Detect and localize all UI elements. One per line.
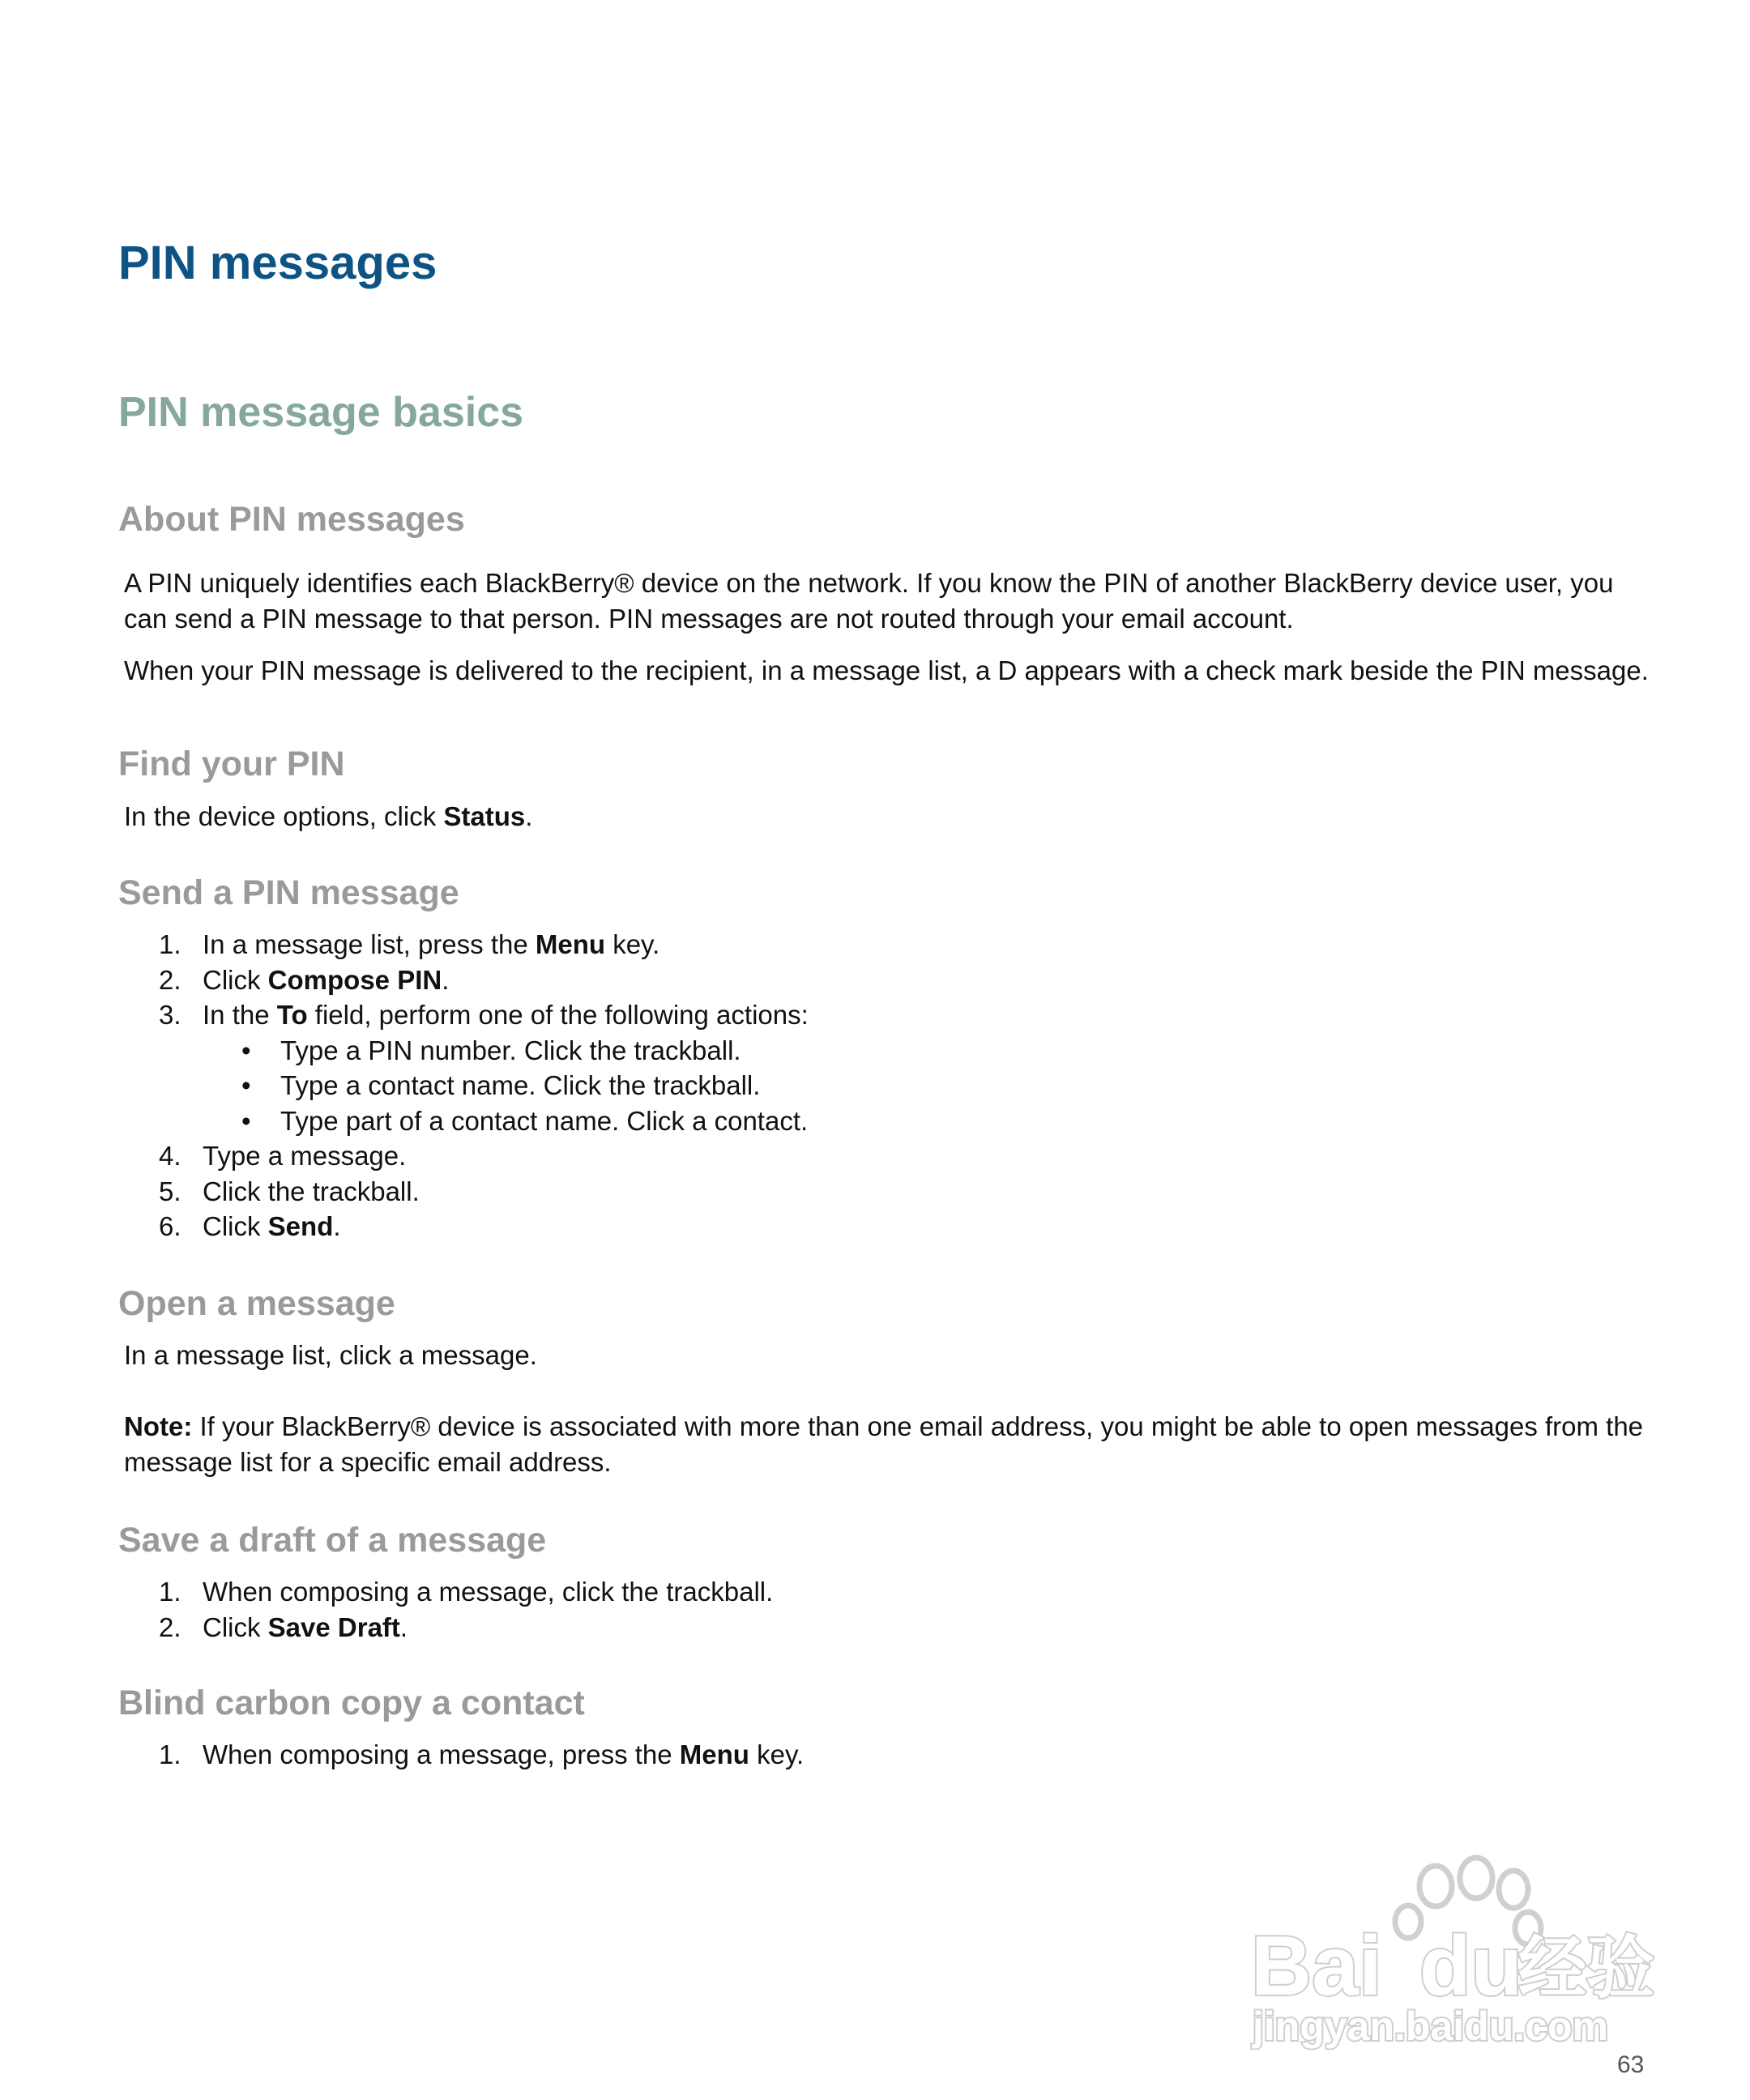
bullet-item [235,1103,809,1139]
topic-title-save-draft: Save a draft of a message [118,1521,547,1560]
about-pin-paragraph-2: When your PIN message is delivered to the recipient, in a message list, a D appears with a check mark beside the PIN message. [124,655,1649,685]
about-pin-paragraph-1: A PIN uniquely identifies each BlackBerry® device on the network. If you know the PIN of another BlackBerry device user, you can send a PIN message to that person. PIN messages are not routed through your email account. [124,568,1614,634]
step-number: 2. [159,964,181,995]
step-text: Click [203,1211,268,1241]
step-text: Type a message. [203,1141,407,1171]
find-pin-text: In the device options, click [124,801,444,831]
step-text: When composing a message, press the [203,1739,680,1769]
to-field-label: To [276,1000,308,1030]
bullet-text: Type a PIN number. Click the trackball. [280,1035,741,1065]
topic-title-bcc: Blind carbon copy a contact [118,1684,585,1722]
step-number: 5. [159,1176,181,1206]
step-item [159,1138,809,1174]
step-text: Click [203,1611,268,1642]
step-text: In a message list, press the [203,929,536,959]
note-label: Note: [124,1411,193,1441]
step-text-end: . [399,1611,408,1642]
watermark-brand-latin: Bai [1251,1919,1382,2013]
bullet-text: Type a contact name. Click the trackball. [280,1070,761,1100]
step-text: In the [203,1000,277,1030]
save-draft-label: Save Draft [267,1611,400,1642]
step-number: 4. [159,1141,181,1171]
step-text-end: . [442,964,450,995]
topic-title-about-pin: About PIN messages [118,500,465,539]
menu-key-label: Menu [535,929,606,959]
send-label: Send [267,1211,334,1241]
step-item [159,927,809,962]
step-item [159,1610,773,1645]
step-text-end: key. [605,929,660,959]
step-text-end: key. [749,1739,805,1769]
page-number: 63 [1617,2051,1645,2078]
step-item [159,1574,773,1610]
bcc-steps [159,1737,804,1773]
note-text: If your BlackBerry® device is associated with more than one email address, you might be able to open messages from the message list for a specific email address. [124,1411,1644,1477]
topic-title-open-message: Open a message [118,1284,395,1323]
topic-title-send-pin: Send a PIN message [118,873,459,912]
step-number: 1. [159,1739,181,1769]
save-draft-steps [159,1574,773,1645]
compose-pin-label: Compose PIN [267,964,442,995]
find-pin-paragraph [124,799,1655,834]
bullet-icon: • [241,1105,251,1136]
watermark-url: jingyan.baidu.com [1253,2004,1608,2049]
bullet-icon: • [241,1070,251,1100]
step-text-end: field, perform one of the following actions: [307,1000,809,1030]
step-number: 1. [159,1577,181,1607]
step-text: When composing a message, click the trackball. [203,1577,774,1607]
step-number: 3. [159,1000,181,1030]
to-field-actions [203,1033,809,1139]
note-paragraph [124,1409,1655,1480]
step-item [159,1174,809,1210]
step-number: 6. [159,1211,181,1241]
step-text-end: . [333,1211,341,1241]
step-number: 1. [159,929,181,959]
step-item [159,997,809,1138]
topic-title-find-pin: Find your PIN [118,745,345,783]
find-pin-period: . [525,801,533,831]
status-menu-label: Status [443,801,526,831]
section-title: PIN message basics [118,389,524,436]
step-number: 2. [159,1611,181,1642]
baidu-watermark [1248,1847,1661,2050]
step-item [159,1737,804,1773]
bullet-item [235,1033,809,1069]
menu-key-label: Menu [679,1739,749,1769]
step-text: Click the trackball. [203,1176,420,1206]
bullet-icon: • [241,1035,251,1065]
step-text: Click [203,964,268,995]
watermark-brand-cn: 经验 [1518,1930,1655,2006]
send-pin-steps [159,927,809,1244]
step-item [159,1209,809,1244]
step-item [159,962,809,998]
open-message-paragraph: In a message list, click a message. [124,1340,537,1370]
chapter-title: PIN messages [118,237,438,289]
watermark-brand-du: du [1419,1919,1523,2013]
bullet-item [235,1068,809,1103]
bullet-text: Type part of a contact name. Click a contact. [280,1105,809,1136]
